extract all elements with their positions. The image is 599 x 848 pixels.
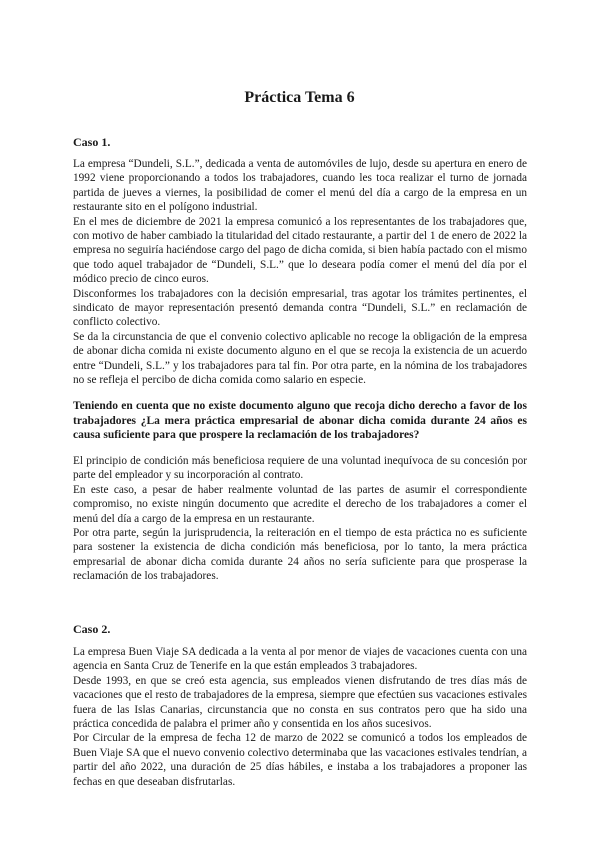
- document-title: Práctica Tema 6: [244, 89, 355, 106]
- caso1-paragraph: La empresa “Dundeli, S.L.”, dedicada a venta de automóviles de lujo, desde su apertura en enero de 1992 viene proporcionando a todos los trabajadores, cuando les toca realizar el turno de jornada partida de jueves a viernes, la posibilidad de comer el menú del día a cargo de la empresa en un restaurante sito en el polígono industrial.: [73, 158, 527, 214]
- caso1-heading: Caso 1.: [73, 135, 111, 149]
- caso2-heading: Caso 2.: [73, 622, 111, 636]
- caso1-answer: [73, 454, 527, 584]
- caso1-paragraph: En el mes de diciembre de 2021 la empresa comunicó a los representantes de los trabajadores que, con motivo de haber cambiado la titularidad del citado restaurante, a partir del 1 de enero de 2022 la empresa no seguiría haciéndose cargo del pago de dicha comida, si bien había pactado con el mismo que todo aquel trabajador de “Dundeli, S.L.” que lo deseara podía comer el menú del día por el módico precio de cinco euros.: [73, 215, 527, 286]
- caso1-question: [73, 399, 527, 443]
- caso1-statement: [73, 157, 527, 388]
- caso1-answer-paragraph: Por otra parte, según la jurisprudencia, la reiteración en el tiempo de esta práctica no es suficiente para sostener la existencia de dicha condición más beneficiosa, por lo tanto, la mera práctica empresarial de abonar dicha comida durante 24 años no sería suficiente para que prosperase la reclamación de los trabajadores.: [73, 527, 527, 583]
- caso2-statement: [73, 645, 527, 789]
- caso2-paragraph: La empresa Buen Viaje SA dedicada a la venta al por menor de viajes de vacaciones cuenta con una agencia en Santa Cruz de Tenerife en la que están empleados 3 trabajadores.: [73, 646, 527, 673]
- caso2-paragraph: Desde 1993, en que se creó esta agencia, sus empleados vienen disfrutando de tres días más de vacaciones que el resto de trabajadores de la empresa, siempre que efectúen sus vacaciones estivales fuera de las Islas Canarias, circunstancia que no consta en sus contratos pero que ha sido una práctica concedida de palabra el primer año y consentida en los años sucesivos.: [73, 674, 527, 731]
- caso2-paragraph: Por Circular de la empresa de fecha 12 de marzo de 2022 se comunicó a todos los empleados de Buen Viaje SA que el nuevo convenio colectivo determinaba que las vacaciones estivales tendrían, a partir del año 2022, una duración de 25 días hábiles, e instaba a los trabajadores a proponer las fechas en que deseaban disfrutarlas.: [73, 732, 527, 788]
- caso1-question-text: Teniendo en cuenta que no existe documento alguno que recoja dicho derecho a favor de los trabajadores ¿La mera práctica empresarial de abonar dicha comida durante 24 años es causa suficiente para que prospere la reclamación de los trabajadores?: [73, 400, 527, 442]
- caso1-paragraph: Disconformes los trabajadores con la decisión empresarial, tras agotar los trámites pertinentes, el sindicato de mayor representación presentó demanda contra “Dundeli, S.L.” en reclamación de conflicto colectivo.: [73, 287, 527, 329]
- caso1-paragraph: Se da la circunstancia de que el convenio colectivo aplicable no recoge la obligación de la empresa de abonar dicha comida ni existe documento alguno en el que se recoja la existencia de un acuerdo entre “Dundeli, S.L.” y los trabajadores para tal fin. Por otra parte, en la nómina de los trabajadores no se refleja el percibo de dicha comida como salario en especie.: [73, 330, 527, 387]
- caso1-answer-paragraph: El principio de condición más beneficiosa requiere de una voluntad inequívoca de su concesión por parte del empleador y su incorporación al contrato.: [73, 455, 527, 482]
- caso1-answer-paragraph: En este caso, a pesar de haber realmente voluntad de las partes de asumir el correspondiente compromiso, no existe ningún documento que acredite el derecho de los trabajadores a comer el menú del día a cargo de la empresa en un restaurante.: [73, 483, 527, 525]
